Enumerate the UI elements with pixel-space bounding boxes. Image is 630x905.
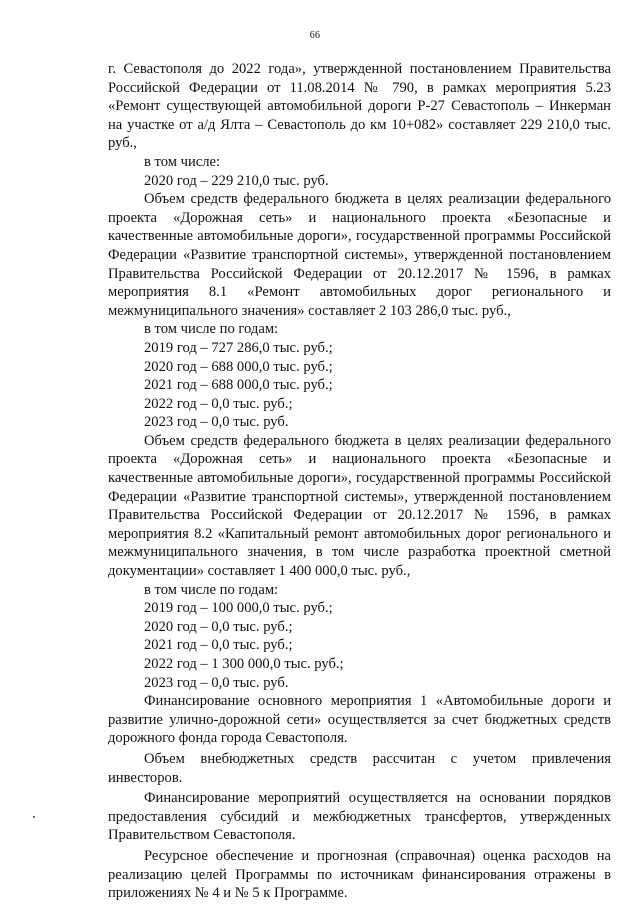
page-number: 66 xyxy=(309,30,321,41)
paragraph-continuation: г. Севастополя до 2022 года», утвержденной постановлением Правительства Российской Федерации от 11.08.2014 № 790, в рамках мероприятия 5.23 «Ремонт существующей автомобильной дороги Р-27 Севастополь – Инкерман на участке от а/д Ялта – Севастополь до км 10+082» составляет 229 210,0 тыс. руб., xyxy=(108,61,611,152)
year-amount-line: 2019 год – 100 000,0 тыс. руб.; xyxy=(144,600,333,617)
year-amount-line: 2022 год – 0,0 тыс. руб.; xyxy=(144,395,293,412)
list-intro: в том числе по годам: xyxy=(144,581,279,598)
year-amount-line: 2020 год – 229 210,0 тыс. руб. xyxy=(144,172,329,189)
year-amount-line: 2023 год – 0,0 тыс. руб. xyxy=(144,414,289,431)
list-intro: в том числе по годам: xyxy=(144,321,279,338)
paragraph-subsidies: Финансирование мероприятий осуществляется на основании порядков предоставления субсидий и межбюджетных трансфертов, утвержденных Правительством Севастополя. xyxy=(108,790,611,844)
year-amount-line: 2020 год – 0,0 тыс. руб.; xyxy=(144,618,293,635)
paragraph-financing-main-activity: Финансирование основного мероприятия 1 «Автомобильные дороги и развитие улично-дорожной сети» осуществляется за счет бюджетных средств дорожного фонда города Севастополя. xyxy=(108,693,611,747)
paragraph-extrabudgetary: Объем внебюджетных средств рассчитан с учетом привлечения инвесторов. xyxy=(108,750,611,786)
paragraph-federal-budget-8-1: Объем средств федерального бюджета в целях реализации федерального проекта «Дорожная сеть» и национального проекта «Безопасные и качественные автомобильные дороги», государственной программы Российской Федерации «Развитие транспортной системы», утвержденной постановлением Правительства Российской Федерации от 20.12.2017 № 1596, в рамках мероприятия 8.1 «Ремонт автомобильных дорог регионального и межмуниципального значения» составляет 2 103 286,0 тыс. руб., xyxy=(108,191,611,319)
year-amount-line: 2022 год – 1 300 000,0 тыс. руб.; xyxy=(144,656,344,672)
year-amount-line: 2021 год – 688 000,0 тыс. руб.; xyxy=(144,377,333,394)
year-amount-line: 2023 год – 0,0 тыс. руб. xyxy=(144,674,289,691)
list-intro: в том числе: xyxy=(144,153,221,170)
paragraph-resource-support: Ресурсное обеспечение и прогнозная (справочная) оценка расходов на реализацию целей Программы по источникам финансирования отражены в приложениях № 4 и № 5 к Программе. xyxy=(108,847,611,902)
paragraph-federal-budget-8-2: Объем средств федерального бюджета в целях реализации федерального проекта «Дорожная сеть» и национального проекта «Безопасные и качественные автомобильные дороги», государственной программы Российской Федерации «Развитие транспортной системы», утвержденной постановлением Правительства Российской Федерации от 20.12.2017 № 1596, в рамках мероприятия 8.2 «Капитальный ремонт автомобильных дорог регионального и межмуниципального значения, в том числе разработка проектной сметной документации» составляет 1 400 000,0 тыс. руб., xyxy=(108,432,611,580)
scan-artifact-dot xyxy=(33,816,35,818)
year-amount-line: 2020 год – 688 000,0 тыс. руб.; xyxy=(144,358,333,375)
year-amount-line: 2019 год – 727 286,0 тыс. руб.; xyxy=(144,339,333,356)
document-body xyxy=(108,60,611,903)
year-amount-line: 2021 год – 0,0 тыс. руб.; xyxy=(144,637,293,654)
